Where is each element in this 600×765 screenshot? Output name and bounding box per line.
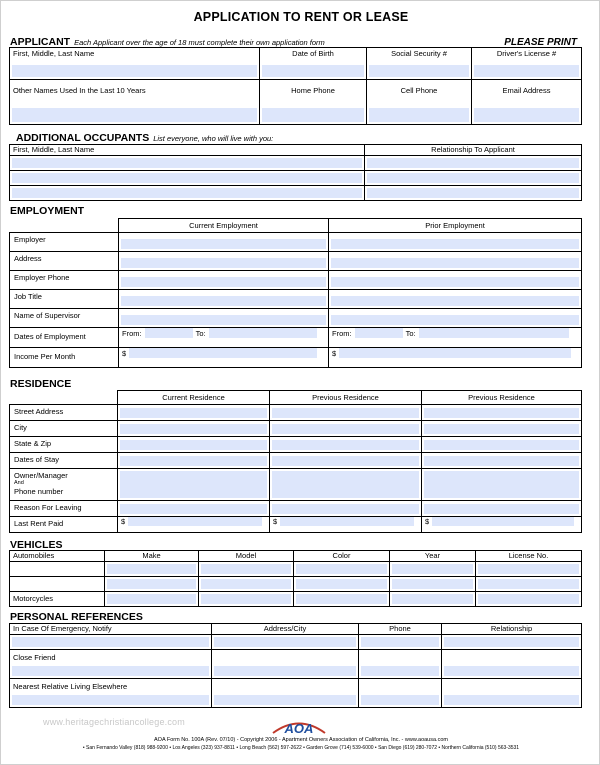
- street-current[interactable]: [118, 405, 270, 421]
- to-current-input[interactable]: [209, 328, 317, 338]
- auto-row-1: [10, 562, 105, 577]
- income-prior-input[interactable]: [339, 348, 571, 358]
- dob-field[interactable]: Date of Birth: [260, 48, 367, 80]
- friend-address[interactable]: [212, 650, 359, 679]
- rent-prev1[interactable]: [270, 517, 422, 533]
- state-zip-label: State & Zip: [10, 437, 118, 453]
- emergency-address[interactable]: [212, 635, 359, 650]
- dollar-sign: $: [122, 348, 127, 358]
- state-zip-prev2-input[interactable]: [424, 440, 579, 450]
- emergency-name[interactable]: [10, 635, 212, 650]
- automobiles-label: Automobiles: [10, 551, 105, 562]
- name-field[interactable]: First, Middle, Last Name: [10, 48, 260, 80]
- relative-address-input[interactable]: [214, 695, 356, 705]
- current-employment-header: Current Employment: [119, 219, 329, 233]
- references-heading: PERSONAL REFERENCES: [10, 611, 143, 623]
- moto-model-input[interactable]: [201, 594, 291, 604]
- occupants-heading: [16, 132, 273, 144]
- relative-relationship[interactable]: [442, 679, 582, 708]
- year-header: Year: [390, 551, 476, 562]
- last-rent-label: Last Rent Paid: [10, 517, 118, 533]
- rent-prev2-input[interactable]: [432, 517, 574, 526]
- occupants-table: [9, 144, 582, 201]
- moto-color[interactable]: [294, 592, 390, 607]
- employer-phone-prior[interactable]: [329, 271, 582, 290]
- state-zip-prev1-input[interactable]: [272, 440, 419, 450]
- rent-current-input[interactable]: [128, 517, 262, 526]
- city-current[interactable]: [118, 421, 270, 437]
- emergency-relationship[interactable]: [442, 635, 582, 650]
- phone-header: Phone: [359, 624, 442, 635]
- moto-model[interactable]: [199, 592, 294, 607]
- close-friend-input[interactable]: [12, 666, 209, 676]
- cell-phone-input[interactable]: [369, 108, 469, 122]
- employer-current-input[interactable]: [121, 239, 326, 249]
- friend-phone-input[interactable]: [361, 666, 439, 676]
- occupant-name-2[interactable]: [10, 171, 365, 186]
- relative-cell[interactable]: Nearest Relative Living Elsewhere: [10, 679, 212, 708]
- occupant-rel-3[interactable]: [365, 186, 582, 201]
- auto-year-1[interactable]: [390, 562, 476, 577]
- state-zip-current[interactable]: [118, 437, 270, 453]
- dates-current[interactable]: [119, 328, 329, 348]
- emergency-header: In Case Of Emergency, Notify: [10, 624, 212, 635]
- auto-year-input[interactable]: [392, 564, 473, 574]
- income-prior[interactable]: [329, 348, 582, 368]
- city-current-input[interactable]: [120, 424, 267, 434]
- relative-relationship-input[interactable]: [444, 695, 579, 705]
- employer-prior-input[interactable]: [331, 239, 579, 249]
- employer-phone-current[interactable]: [119, 271, 329, 290]
- from-label: From:: [122, 328, 142, 338]
- footer-offices: • San Fernando Valley (818) 988-9200 • Los Angeles (323) 937-8811 • Long Beach (562) 597-2622 • Garden Grove (714) 539-6000 • San Diego (619) 280-7072 • Northern California (510) 563-3531: [82, 745, 520, 751]
- auto-make-1[interactable]: [105, 562, 199, 577]
- employer-phone-label: Employer Phone: [10, 271, 119, 290]
- emergency-address-input[interactable]: [214, 637, 356, 647]
- auto-color-input[interactable]: [296, 579, 387, 589]
- references-table: [9, 623, 582, 708]
- other-names-field[interactable]: Other Names Used In the Last 10 Years: [10, 80, 260, 125]
- auto-make-2[interactable]: [105, 577, 199, 592]
- supervisor-current[interactable]: [119, 309, 329, 328]
- income-label: Income Per Month: [10, 348, 119, 368]
- dates-employment-label: Dates of Employment: [10, 328, 119, 348]
- address-prior[interactable]: [329, 252, 582, 271]
- dates-stay-prev2-input[interactable]: [424, 456, 579, 466]
- applicant-heading-text: APPLICANT: [10, 36, 71, 48]
- home-phone-field[interactable]: Home Phone: [260, 80, 367, 125]
- street-prev1-input[interactable]: [272, 408, 419, 418]
- applicant-table: [9, 47, 582, 125]
- auto-license-2[interactable]: [476, 577, 582, 592]
- from-current-input[interactable]: [145, 328, 193, 338]
- street-label: Street Address: [10, 405, 118, 421]
- reason-prev2[interactable]: [422, 501, 582, 517]
- owner-prev2[interactable]: [422, 469, 582, 501]
- reason-leaving-label: Reason For Leaving: [10, 501, 118, 517]
- friend-relationship-input[interactable]: [444, 666, 579, 676]
- job-title-label: Job Title: [10, 290, 119, 309]
- aoa-logo-icon: [269, 716, 329, 736]
- owner-prev2-input[interactable]: [424, 471, 579, 498]
- job-title-current-input[interactable]: [121, 296, 326, 306]
- aoa-logo: [269, 716, 329, 736]
- address-prior-input[interactable]: [331, 258, 579, 268]
- rent-prev2[interactable]: [422, 517, 582, 533]
- employer-current[interactable]: [119, 233, 329, 252]
- income-current-input[interactable]: [129, 348, 317, 358]
- occupant-rel-input[interactable]: [367, 188, 579, 198]
- owner-current-input[interactable]: [120, 471, 267, 498]
- occupant-name-input[interactable]: [12, 173, 362, 183]
- residence-table: [9, 390, 582, 533]
- friend-relationship[interactable]: [442, 650, 582, 679]
- auto-model-input[interactable]: [201, 564, 291, 574]
- dob-input[interactable]: [262, 65, 364, 77]
- to-prior-input[interactable]: [419, 328, 569, 338]
- make-header: Make: [105, 551, 199, 562]
- occupants-col-name: First, Middle, Last Name: [10, 145, 365, 156]
- relative-phone-input[interactable]: [361, 695, 439, 705]
- emergency-phone[interactable]: [359, 635, 442, 650]
- dates-stay-prev2[interactable]: [422, 453, 582, 469]
- cell-phone-field[interactable]: Cell Phone: [367, 80, 472, 125]
- dates-prior[interactable]: [329, 328, 582, 348]
- emergency-phone-input[interactable]: [361, 637, 439, 647]
- auto-color-1[interactable]: [294, 562, 390, 577]
- supervisor-prior[interactable]: [329, 309, 582, 328]
- reason-prev1-input[interactable]: [272, 504, 419, 514]
- reason-current-input[interactable]: [120, 504, 267, 514]
- dollar-sign: $: [273, 517, 278, 526]
- page-title: APPLICATION TO RENT OR LEASE: [193, 10, 409, 24]
- owner-prev1-input[interactable]: [272, 471, 419, 498]
- occupant-rel-input[interactable]: [367, 173, 579, 183]
- reason-prev1[interactable]: [270, 501, 422, 517]
- friend-address-input[interactable]: [214, 666, 356, 676]
- license-input[interactable]: [474, 65, 579, 77]
- auto-color-input[interactable]: [296, 564, 387, 574]
- svg-text:AOA: AOA: [284, 721, 314, 736]
- auto-make-input[interactable]: [107, 579, 196, 589]
- ssn-input[interactable]: [369, 65, 469, 77]
- relative-phone[interactable]: [359, 679, 442, 708]
- owner-manager-label: Owner/Manager And Phone number: [10, 469, 118, 501]
- occupants-col-relationship: Relationship To Applicant: [365, 145, 582, 156]
- street-prev2[interactable]: [422, 405, 582, 421]
- job-title-prior-input[interactable]: [331, 296, 579, 306]
- dollar-sign: $: [121, 517, 126, 526]
- previous-residence-header-1: Previous Residence: [270, 391, 422, 405]
- state-zip-prev1[interactable]: [270, 437, 422, 453]
- moto-year-input[interactable]: [392, 594, 473, 604]
- email-input[interactable]: [474, 108, 579, 122]
- street-prev2-input[interactable]: [424, 408, 579, 418]
- reason-current[interactable]: [118, 501, 270, 517]
- emergency-name-input[interactable]: [12, 637, 209, 647]
- street-prev1[interactable]: [270, 405, 422, 421]
- income-current[interactable]: [119, 348, 329, 368]
- occupant-name-input[interactable]: [12, 188, 362, 198]
- state-zip-prev2[interactable]: [422, 437, 582, 453]
- moto-year[interactable]: [390, 592, 476, 607]
- address-current[interactable]: [119, 252, 329, 271]
- moto-license[interactable]: [476, 592, 582, 607]
- employer-phone-current-input[interactable]: [121, 277, 326, 287]
- supervisor-prior-input[interactable]: [331, 315, 579, 325]
- address-current-input[interactable]: [121, 258, 326, 268]
- footer-copyright: AOA Form No. 100A (Rev. 07/10) - Copyright 2006 - Apartment Owners Association of California, Inc. - www.aoausa.com: [154, 737, 448, 743]
- auto-model-input[interactable]: [201, 579, 291, 589]
- employment-heading: EMPLOYMENT: [10, 205, 85, 217]
- city-prev2-input[interactable]: [424, 424, 579, 434]
- please-print-note: PLEASE PRINT: [504, 37, 577, 48]
- model-header: Model: [199, 551, 294, 562]
- from-label: From:: [332, 328, 352, 338]
- auto-make-input[interactable]: [107, 564, 196, 574]
- dates-stay-prev1[interactable]: [270, 453, 422, 469]
- auto-model-2[interactable]: [199, 577, 294, 592]
- current-residence-header: Current Residence: [118, 391, 270, 405]
- license-no-header: License No.: [476, 551, 582, 562]
- to-label: To:: [195, 328, 206, 338]
- dates-stay-current[interactable]: [118, 453, 270, 469]
- city-label: City: [10, 421, 118, 437]
- dollar-sign: $: [332, 348, 337, 358]
- auto-license-1[interactable]: [476, 562, 582, 577]
- occupant-name-3[interactable]: [10, 186, 365, 201]
- state-zip-current-input[interactable]: [120, 440, 267, 450]
- email-field[interactable]: Email Address: [472, 80, 582, 125]
- owner-current[interactable]: [118, 469, 270, 501]
- address-label: Address: [10, 252, 119, 271]
- occupant-name-1[interactable]: [10, 156, 365, 171]
- rent-current[interactable]: [118, 517, 270, 533]
- employer-phone-prior-input[interactable]: [331, 277, 579, 287]
- relative-address[interactable]: [212, 679, 359, 708]
- to-label: To:: [405, 328, 416, 338]
- city-prev1-input[interactable]: [272, 424, 419, 434]
- from-prior-input[interactable]: [355, 328, 403, 338]
- city-prev2[interactable]: [422, 421, 582, 437]
- motorcycles-label: Motorcycles: [10, 592, 105, 607]
- occupant-rel-input[interactable]: [367, 158, 579, 168]
- city-prev1[interactable]: [270, 421, 422, 437]
- reason-prev2-input[interactable]: [424, 504, 579, 514]
- relative-input[interactable]: [12, 695, 209, 705]
- watermark: www.heritagechristiancollege.com: [43, 717, 185, 727]
- auto-license-input[interactable]: [478, 564, 579, 574]
- auto-license-input[interactable]: [478, 579, 579, 589]
- job-title-current[interactable]: [119, 290, 329, 309]
- address-city-header: Address/City: [212, 624, 359, 635]
- occupants-heading-text: ADDITIONAL OCCUPANTS: [16, 132, 150, 144]
- residence-corner: [10, 391, 118, 405]
- moto-make[interactable]: [105, 592, 199, 607]
- employer-label: Employer: [10, 233, 119, 252]
- auto-model-1[interactable]: [199, 562, 294, 577]
- employment-corner: [10, 219, 119, 233]
- previous-residence-header-2: Previous Residence: [422, 391, 582, 405]
- name-input[interactable]: [12, 65, 257, 77]
- occupant-rel-2[interactable]: [365, 171, 582, 186]
- applicant-note: Each Applicant over the age of 18 must complete their own application form: [74, 38, 325, 47]
- job-title-prior[interactable]: [329, 290, 582, 309]
- vehicles-heading: VEHICLES: [10, 539, 63, 551]
- dollar-sign: $: [425, 517, 430, 526]
- occupants-note: List everyone, who will live with you:: [153, 134, 274, 143]
- close-friend-cell[interactable]: Close Friend: [10, 650, 212, 679]
- color-header: Color: [294, 551, 390, 562]
- occupant-name-input[interactable]: [12, 158, 362, 168]
- license-field[interactable]: Driver's License #: [472, 48, 582, 80]
- dates-stay-label: Dates of Stay: [10, 453, 118, 469]
- emergency-relationship-input[interactable]: [444, 637, 579, 647]
- auto-year-2[interactable]: [390, 577, 476, 592]
- auto-row-2: [10, 577, 105, 592]
- home-phone-input[interactable]: [262, 108, 364, 122]
- employment-table: [9, 218, 582, 368]
- moto-color-input[interactable]: [296, 594, 387, 604]
- dates-stay-prev1-input[interactable]: [272, 456, 419, 466]
- supervisor-label: Name of Supervisor: [10, 309, 119, 328]
- dates-stay-current-input[interactable]: [120, 456, 267, 466]
- rent-prev1-input[interactable]: [280, 517, 414, 526]
- friend-phone[interactable]: [359, 650, 442, 679]
- prior-employment-header: Prior Employment: [329, 219, 582, 233]
- residence-heading: RESIDENCE: [10, 378, 72, 390]
- occupant-rel-1[interactable]: [365, 156, 582, 171]
- auto-year-input[interactable]: [392, 579, 473, 589]
- auto-color-2[interactable]: [294, 577, 390, 592]
- supervisor-current-input[interactable]: [121, 315, 326, 325]
- ssn-field[interactable]: Social Security #: [367, 48, 472, 80]
- owner-prev1[interactable]: [270, 469, 422, 501]
- moto-license-input[interactable]: [478, 594, 579, 604]
- employer-prior[interactable]: [329, 233, 582, 252]
- street-current-input[interactable]: [120, 408, 267, 418]
- moto-make-input[interactable]: [107, 594, 196, 604]
- other-names-input[interactable]: [12, 108, 257, 122]
- relationship-header: Relationship: [442, 624, 582, 635]
- vehicles-table: [9, 550, 582, 607]
